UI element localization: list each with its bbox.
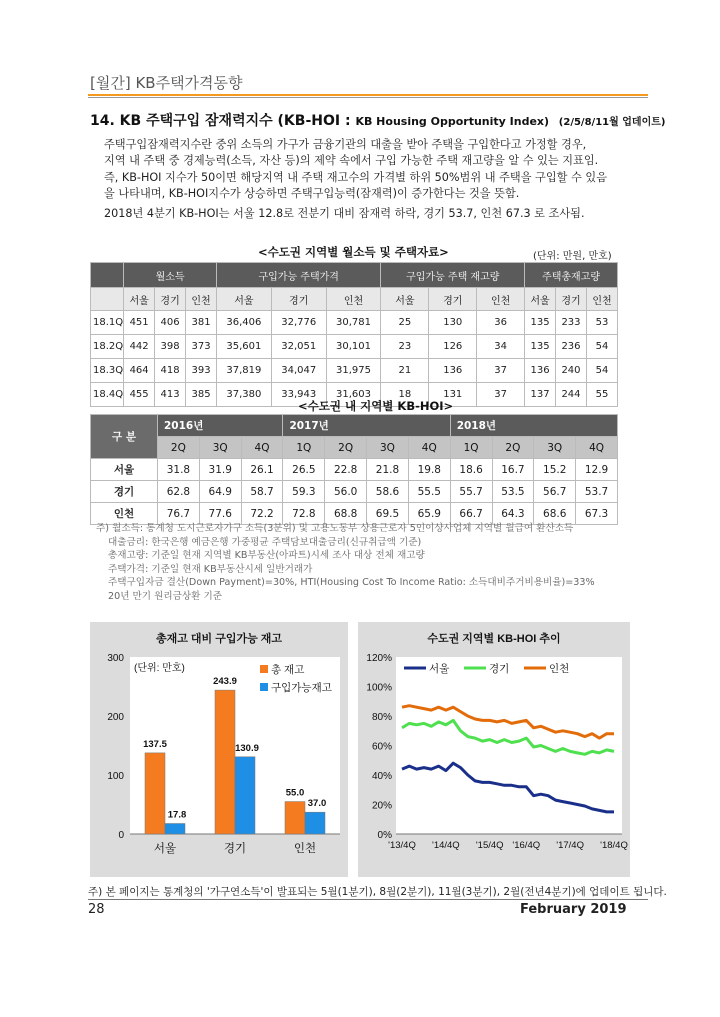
quarter-header: 4Q — [241, 437, 283, 459]
table-cell: 393 — [186, 359, 217, 383]
table-cell: 54 — [586, 359, 617, 383]
table-cell: 406 — [155, 311, 186, 335]
table-cell: 12.9 — [576, 459, 618, 481]
note-line: 주택가격: 기준일 현재 KB부동산시세 일반거래가 — [108, 563, 313, 575]
note-line: 주택구입자금 결산(Down Payment)=30%, HTI(Housing Cost To Income Ratio: 소득대비주거비용비율)=33% — [108, 577, 595, 588]
table-cell: 37 — [477, 383, 525, 407]
table-cell: 413 — [155, 383, 186, 407]
table-cell: 136 — [525, 359, 556, 383]
table-cell: 37 — [477, 359, 525, 383]
column-header: 서울 — [217, 288, 272, 311]
note-line: 총재고량: 기준일 현재 지역별 KB부동산(아파트)시세 조사 대상 전체 재고량 — [108, 550, 425, 561]
table-cell: 26.5 — [283, 459, 325, 481]
table-cell: 25 — [381, 311, 429, 335]
table-row — [91, 359, 618, 383]
chart-title: 수도권 지역별 KB-HOI 추이 — [427, 633, 561, 645]
group-header: 구입가능 주택가격 — [217, 263, 381, 288]
table-cell: 26.1 — [241, 459, 283, 481]
hoi-table — [90, 414, 618, 525]
table-cell: 36 — [477, 311, 525, 335]
table-cell: 373 — [186, 335, 217, 359]
table-cell: 21 — [381, 359, 429, 383]
table-cell: 16.7 — [492, 459, 534, 481]
table-row — [91, 481, 618, 503]
unit-label: (단위: 만호) — [134, 663, 185, 674]
note-line: 대출금리: 한국은행 예금은행 가중평균 주택담보대출금리(신규취급액 기준) — [108, 536, 422, 548]
paragraph-summary: 2018년 4분기 KB-HOI는 서울 12.8로 전분기 대비 잠재력 하락, 경기 53.7, 인천 67.3 로 조사됨. — [104, 207, 585, 221]
publication-month: February 2019 — [520, 902, 627, 917]
paragraph-line: 주택구입잠재력지수란 중위 소득의 가구가 금융기관의 대출을 받아 주택을 구입한다고 가정할 경우, — [104, 138, 587, 151]
table-cell: 55 — [586, 383, 617, 407]
quarter-header: 4Q — [408, 437, 450, 459]
data-label: 37.0 — [307, 798, 327, 810]
table-cell: 240 — [556, 359, 587, 383]
group-header: 구입가능 주택 재고량 — [381, 263, 525, 288]
table-cell: 464 — [124, 359, 155, 383]
table-cell: 53 — [586, 311, 617, 335]
table-cell: 56.0 — [325, 481, 367, 503]
quarter-header: 2Q — [325, 437, 367, 459]
table-cell: 53.7 — [576, 481, 618, 503]
line-chart-panel — [358, 622, 630, 877]
column-header: 경기 — [155, 288, 186, 311]
table-cell: 64.3 — [492, 503, 534, 525]
x-tick-label: 인천 — [293, 843, 317, 855]
row-label: 18.2Q — [91, 335, 124, 359]
quarter-header: 1Q — [450, 437, 492, 459]
table-cell: 18.6 — [450, 459, 492, 481]
table-cell: 381 — [186, 311, 217, 335]
table-cell: 137 — [525, 383, 556, 407]
section-title-main: 14. KB 주택구입 잠재력지수 (KB-HOI : — [90, 113, 356, 129]
header-corner — [91, 288, 124, 311]
row-label: 인천 — [91, 503, 158, 525]
legend-label: 경기 — [489, 663, 510, 675]
year-header: 2017년 — [283, 415, 450, 437]
table-cell: 130 — [429, 311, 477, 335]
column-header: 서울 — [381, 288, 429, 311]
y-tick-label: 0 — [118, 830, 124, 841]
table-cell: 19.8 — [408, 459, 450, 481]
quarter-header: 3Q — [534, 437, 576, 459]
legend-label: 총 재고 — [271, 664, 305, 676]
chart-title: 총재고 대비 구입가능 재고 — [155, 633, 283, 645]
legend-label: 서울 — [429, 663, 450, 675]
column-header: 서울 — [124, 288, 155, 311]
column-header: 인천 — [477, 288, 525, 311]
table-cell: 15.2 — [534, 459, 576, 481]
table-cell: 385 — [186, 383, 217, 407]
table-cell: 68.8 — [325, 503, 367, 525]
table-cell: 398 — [155, 335, 186, 359]
table-cell: 55.5 — [408, 481, 450, 503]
table-cell: 30,781 — [326, 311, 381, 335]
table-notes — [96, 522, 636, 603]
quarter-header: 3Q — [367, 437, 409, 459]
data-label: 55.0 — [285, 787, 305, 799]
bar — [305, 812, 325, 834]
table-cell: 31,603 — [326, 383, 381, 407]
column-header: 경기 — [556, 288, 587, 311]
legend-label: 구입가능재고 — [271, 682, 332, 694]
y-tick-label: 80% — [371, 712, 392, 723]
x-tick-label: 서울 — [153, 843, 177, 855]
table-corner: 구 분 — [91, 415, 158, 459]
group-header: 주택총재고량 — [525, 263, 618, 288]
table-cell: 236 — [556, 335, 587, 359]
table-cell: 32,776 — [271, 311, 326, 335]
x-tick-label: '14/4Q — [432, 840, 460, 851]
header-divider-thin — [88, 97, 648, 98]
row-label: 18.3Q — [91, 359, 124, 383]
table-cell: 34 — [477, 335, 525, 359]
page-footnote: 주) 본 페이지는 통계청의 '가구연소득'이 발표되는 5월(1분기), 8월(2분기), 11월(3분기), 2월(전년4분기)에 업데이트 됩니다. — [88, 886, 667, 898]
table-subheader-row — [91, 288, 618, 311]
quarter-header: 1Q — [283, 437, 325, 459]
y-tick-label: 100% — [366, 682, 392, 694]
column-header: 경기 — [271, 288, 326, 311]
bar — [235, 757, 255, 834]
x-tick-label: '16/4Q — [512, 840, 541, 851]
table-cell: 35,601 — [217, 335, 272, 359]
table-cell: 22.8 — [325, 459, 367, 481]
y-tick-label: 120% — [366, 653, 392, 664]
table-cell: 67.3 — [576, 503, 618, 525]
table-cell: 58.7 — [241, 481, 283, 503]
data-label: 17.8 — [167, 809, 187, 821]
table-cell: 126 — [429, 335, 477, 359]
quarter-header: 2Q — [158, 437, 200, 459]
header-title: [월간] KB주택가격동향 — [90, 74, 243, 92]
column-header: 인천 — [186, 288, 217, 311]
table-header-row — [91, 263, 618, 288]
table-row — [91, 311, 618, 335]
table-cell: 53.5 — [492, 481, 534, 503]
quarter-header-row — [91, 437, 618, 459]
bar-chart-panel — [90, 622, 348, 877]
table-cell: 34,047 — [271, 359, 326, 383]
table-cell: 455 — [124, 383, 155, 407]
table-row — [91, 459, 618, 481]
column-header: 인천 — [586, 288, 617, 311]
table-cell: 451 — [124, 311, 155, 335]
y-tick-label: 20% — [371, 800, 392, 812]
table-cell: 58.6 — [367, 481, 409, 503]
table-cell: 72.8 — [283, 503, 325, 525]
bar-chart — [90, 622, 348, 877]
column-header: 서울 — [525, 288, 556, 311]
table-cell: 31.9 — [199, 459, 241, 481]
column-header: 경기 — [429, 288, 477, 311]
table-cell: 76.7 — [158, 503, 200, 525]
table-cell: 54 — [586, 335, 617, 359]
paragraph-line: 지역 내 주택 중 경제능력(소득, 자산 등)의 제약 속에서 구입 가능한 주택 재고량을 알 수 있는 지표임. — [104, 154, 599, 168]
x-tick-label: '18/4Q — [600, 840, 628, 851]
row-label: 18.4Q — [91, 383, 124, 407]
table-cell: 56.7 — [534, 481, 576, 503]
note-line: 20년 만기 원리금상환 기준 — [108, 590, 223, 602]
quarter-header: 4Q — [576, 437, 618, 459]
table-cell: 69.5 — [367, 503, 409, 525]
table-cell: 66.7 — [450, 503, 492, 525]
bar — [145, 753, 165, 834]
header-corner — [91, 263, 124, 288]
table-cell: 32,051 — [271, 335, 326, 359]
row-label: 서울 — [91, 459, 158, 481]
column-header: 인천 — [326, 288, 381, 311]
legend-swatch — [260, 683, 268, 691]
table1-unit: (단위: 만원, 만호) — [533, 251, 612, 262]
group-header: 월소득 — [124, 263, 217, 288]
income-housing-table — [90, 262, 618, 407]
table-cell: 135 — [525, 311, 556, 335]
table-cell: 233 — [556, 311, 587, 335]
paragraph-line: 을 나타내며, KB-HOI지수가 상승하면 주택구입능력(잠재력)이 증가한다는 것을 뜻함. — [104, 186, 520, 200]
table-cell: 136 — [429, 359, 477, 383]
table-cell: 37,380 — [217, 383, 272, 407]
year-header: 2016년 — [158, 415, 283, 437]
table-cell: 18 — [381, 383, 429, 407]
description-paragraph — [104, 137, 624, 222]
update-schedule: (2/5/8/11월 업데이트) — [558, 117, 666, 128]
data-label: 137.5 — [143, 738, 167, 750]
section-title — [90, 110, 665, 130]
y-tick-label: 40% — [371, 771, 392, 782]
y-tick-label: 0% — [377, 830, 392, 841]
table-cell: 418 — [155, 359, 186, 383]
y-tick-label: 300 — [107, 653, 124, 664]
table-row — [91, 335, 618, 359]
section-subtitle: KB Housing Opportunity Index) — [355, 115, 550, 128]
table-cell: 31.8 — [158, 459, 200, 481]
data-label: 130.9 — [235, 742, 259, 754]
table-cell: 55.7 — [450, 481, 492, 503]
table-cell: 68.6 — [534, 503, 576, 525]
legend-label: 인천 — [549, 663, 570, 675]
row-label: 경기 — [91, 481, 158, 503]
quarter-header: 2Q — [492, 437, 534, 459]
table-cell: 65.9 — [408, 503, 450, 525]
table2-caption: <수도권 내 지역별 KB-HOI> — [298, 399, 454, 413]
y-tick-label: 60% — [371, 741, 392, 753]
table-header-row — [91, 415, 618, 437]
table-cell: 131 — [429, 383, 477, 407]
table-cell: 244 — [556, 383, 587, 407]
footer-divider — [88, 899, 648, 900]
year-header: 2018년 — [450, 415, 617, 437]
table-cell: 23 — [381, 335, 429, 359]
table-cell: 135 — [525, 335, 556, 359]
x-tick-label: 경기 — [223, 843, 247, 855]
line-chart — [358, 622, 630, 877]
table-cell: 62.8 — [158, 481, 200, 503]
bar — [285, 802, 305, 834]
table-cell: 37,819 — [217, 359, 272, 383]
table-cell: 77.6 — [199, 503, 241, 525]
header-divider — [88, 94, 648, 96]
x-tick-label: '13/4Q — [388, 840, 416, 851]
quarter-header: 3Q — [199, 437, 241, 459]
bar — [215, 690, 235, 834]
page-number: 28 — [88, 902, 105, 917]
legend-swatch — [260, 665, 268, 673]
table-cell: 31,975 — [326, 359, 381, 383]
table-cell: 30,101 — [326, 335, 381, 359]
bar — [165, 823, 185, 834]
table-cell: 59.3 — [283, 481, 325, 503]
table-cell: 33,943 — [271, 383, 326, 407]
note-line: 주) 월소득: 통계청 도시근로자가구 소득(3분위) 및 고용노동부 상용근로자 5인이상사업체 지역별 월급여 환산소득 — [96, 523, 574, 534]
table-cell: 64.9 — [199, 481, 241, 503]
table-cell: 21.8 — [367, 459, 409, 481]
table-cell: 36,406 — [217, 311, 272, 335]
table-cell: 72.2 — [241, 503, 283, 525]
y-tick-label: 200 — [107, 712, 124, 723]
y-tick-label: 100 — [107, 771, 124, 782]
table1-caption: <수도권 지역별 월소득 및 주택자료> — [258, 245, 449, 259]
x-tick-label: '17/4Q — [556, 840, 584, 851]
x-tick-label: '15/4Q — [475, 840, 504, 851]
row-label: 18.1Q — [91, 311, 124, 335]
paragraph-line: 즉, KB-HOI 지수가 50이면 해당지역 내 주택 재고수의 가격별 하위 50%범위 내 주택을 구입할 수 있음 — [104, 170, 608, 184]
data-label: 243.9 — [213, 676, 237, 688]
table-cell: 442 — [124, 335, 155, 359]
